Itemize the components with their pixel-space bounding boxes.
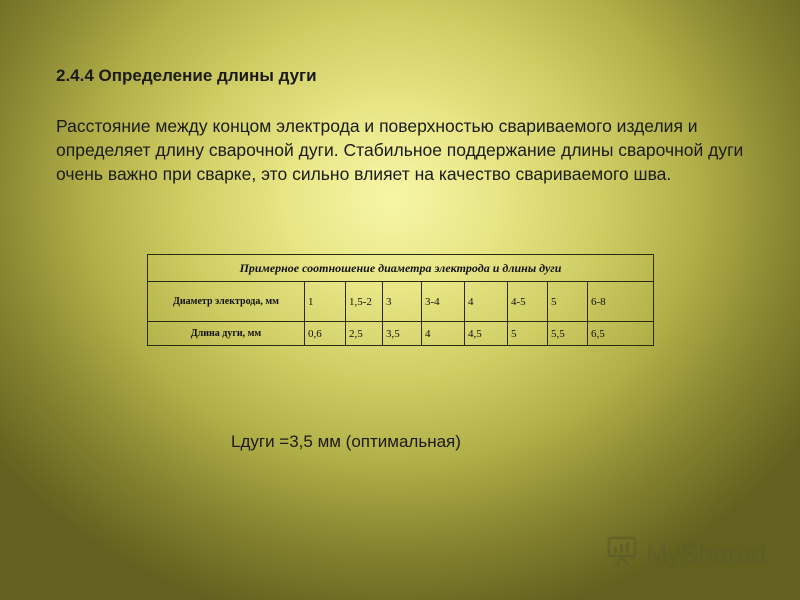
table-cell: 6-8 bbox=[588, 282, 654, 322]
table-cell: 6,5 bbox=[588, 322, 654, 346]
table-row bbox=[148, 322, 654, 346]
table-cell: 5 bbox=[508, 322, 548, 346]
table-cell: 3-4 bbox=[422, 282, 465, 322]
slide-heading: 2.4.4 Определение длины дуги bbox=[56, 66, 317, 85]
table-cell: 4-5 bbox=[508, 282, 548, 322]
electrode-arc-table bbox=[147, 254, 654, 346]
table-cell: 4,5 bbox=[465, 322, 508, 346]
table-caption: Примерное соотношение диаметра электрода и длины дуги bbox=[148, 255, 654, 282]
table-cell: 1 bbox=[305, 282, 346, 322]
row-label-arc-length: Длина дуги, мм bbox=[148, 322, 305, 346]
table-cell: 5 bbox=[548, 282, 588, 322]
table-cell: 2,5 bbox=[346, 322, 383, 346]
table-cell: 4 bbox=[465, 282, 508, 322]
table-cell: 0,6 bbox=[305, 322, 346, 346]
table-cell: 3,5 bbox=[383, 322, 422, 346]
table-cell: 5,5 bbox=[548, 322, 588, 346]
table-cell: 3 bbox=[383, 282, 422, 322]
presentation-board-icon bbox=[606, 535, 640, 574]
arc-length-formula: Lдуги =3,5 мм (оптимальная) bbox=[231, 432, 461, 451]
table-cell: 4 bbox=[422, 322, 465, 346]
row-label-diameter: Диаметр электрода, мм bbox=[148, 282, 305, 322]
body-paragraph: Расстояние между концом электрода и поверхностью свариваемого изделия и определяет длину сварочной дуги. Стабильное поддержание длины сварочной дуги очень важно при сварке, это сильно влияет на качество свариваемого шва. bbox=[56, 116, 744, 184]
table-cell: 1,5-2 bbox=[346, 282, 383, 322]
table-row bbox=[148, 282, 654, 322]
watermark-text: MyShared bbox=[646, 538, 767, 569]
myshared-watermark bbox=[606, 534, 766, 574]
